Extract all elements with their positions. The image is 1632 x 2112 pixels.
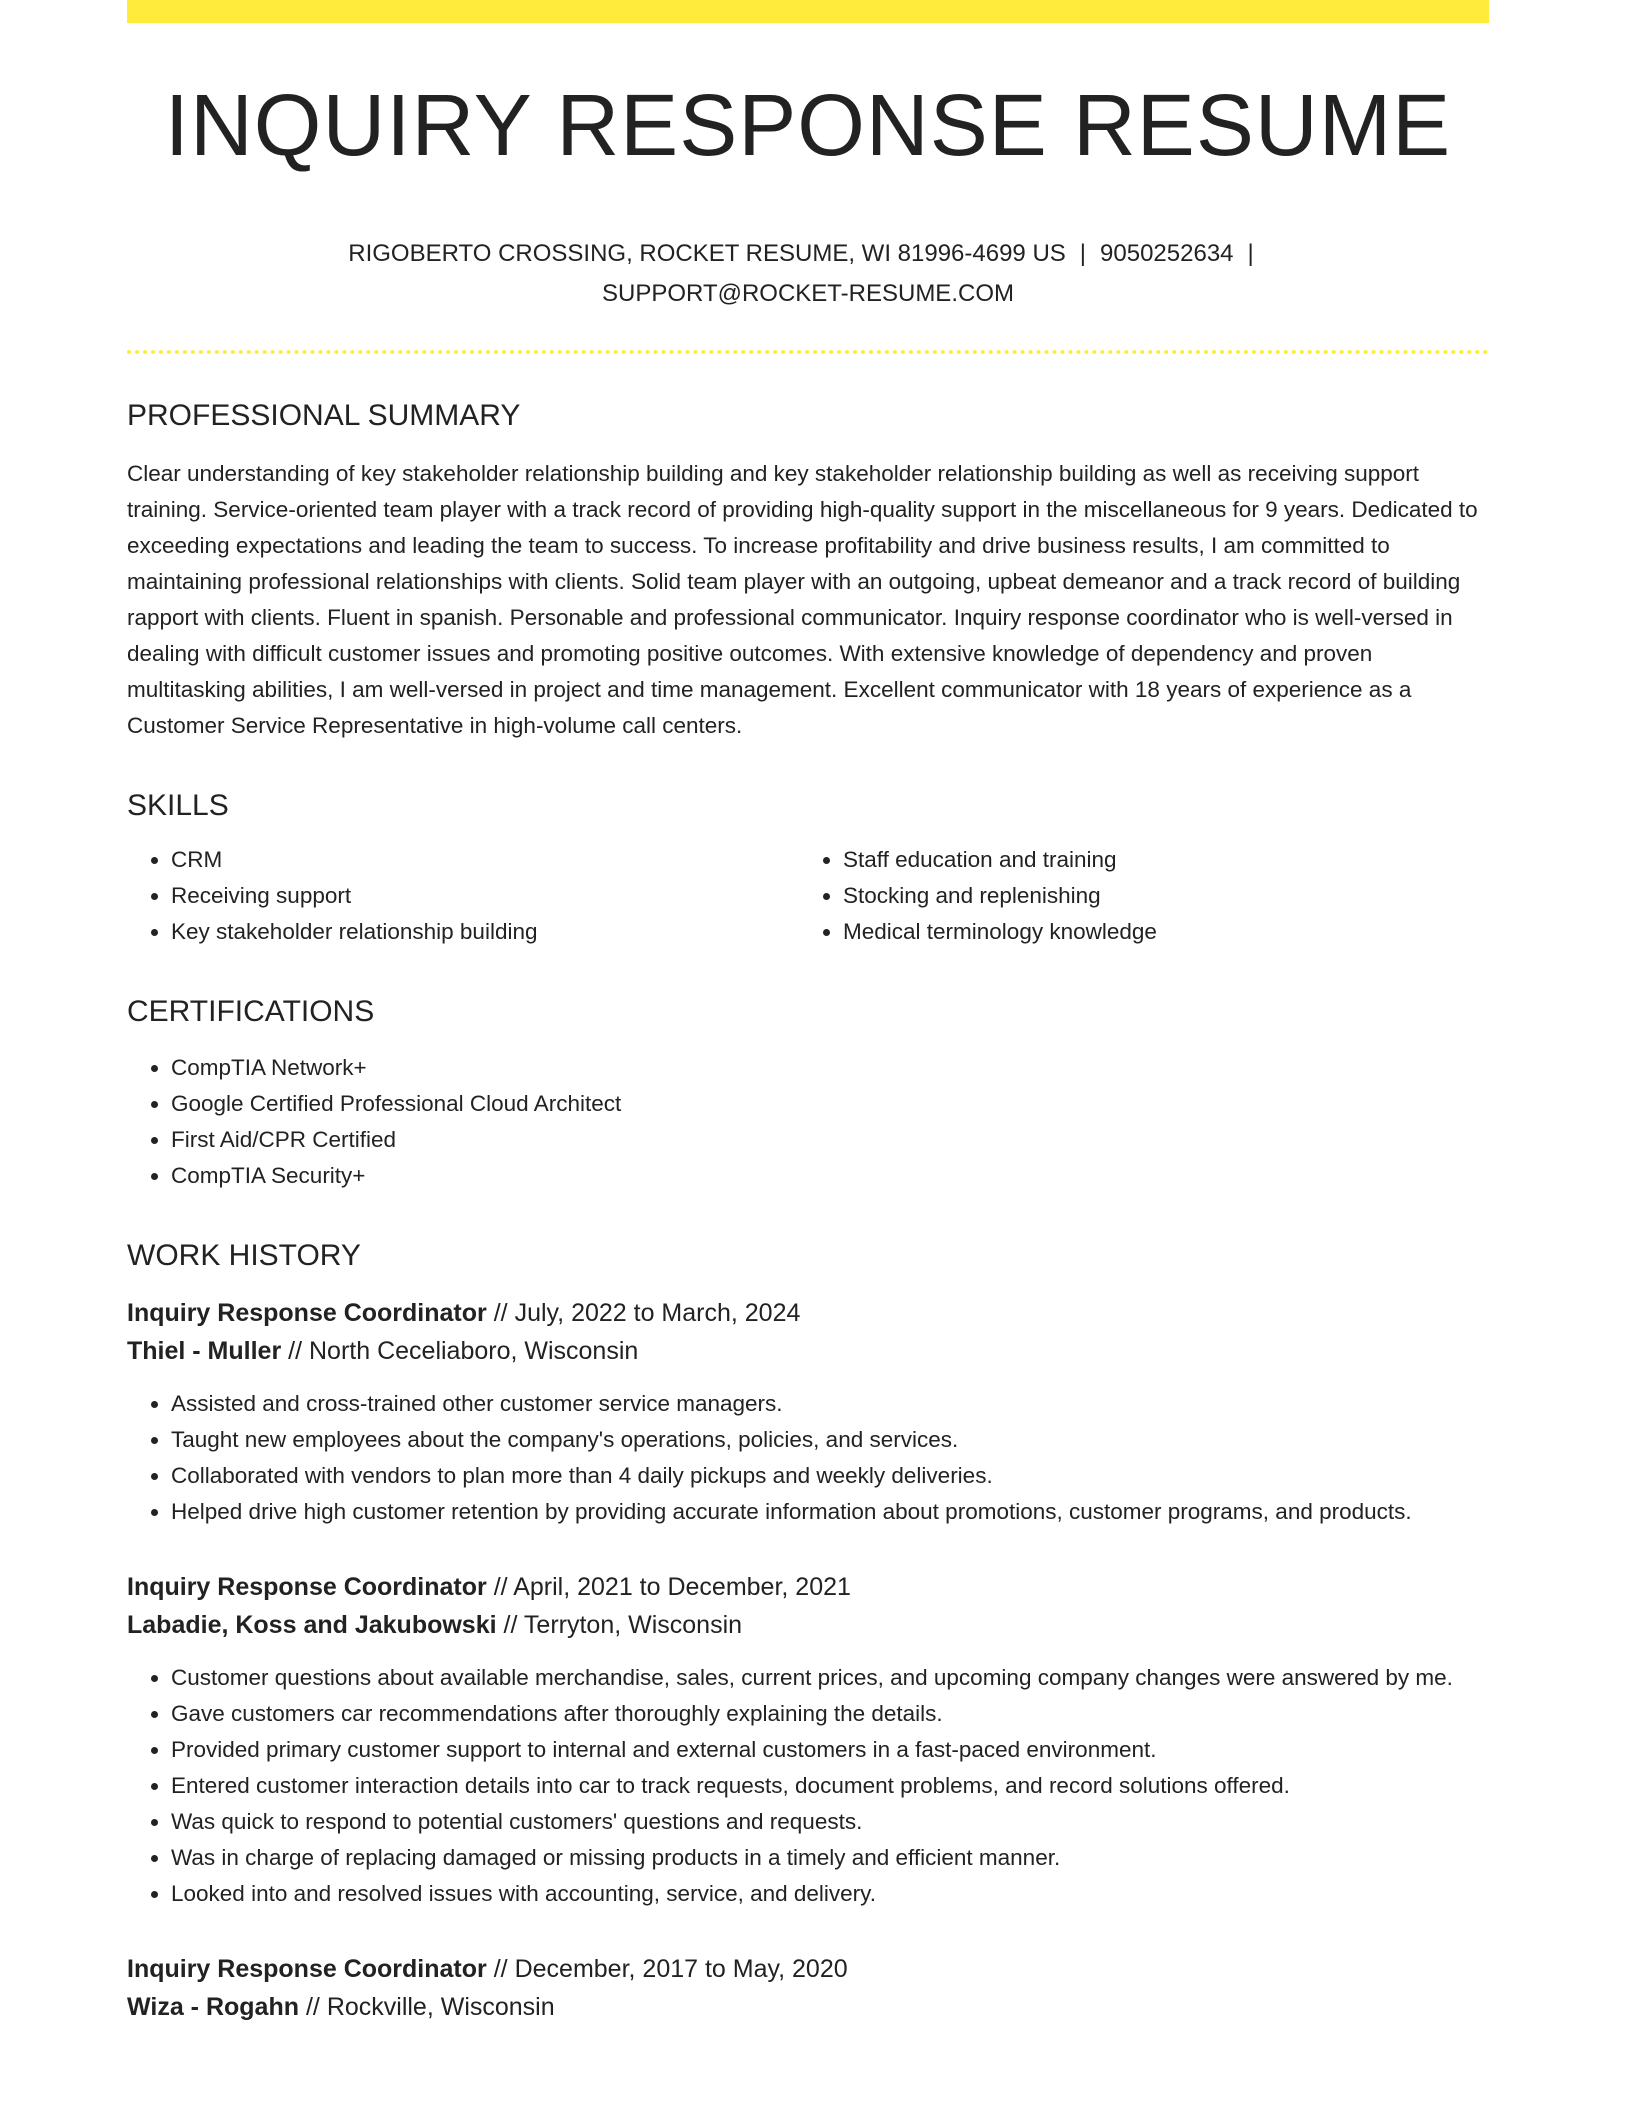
phone: 9050252634	[1100, 239, 1234, 267]
job-entry	[127, 1294, 1489, 1530]
summary-heading: PROFESSIONAL SUMMARY	[127, 398, 521, 432]
job-title-line	[127, 1950, 1489, 1988]
job-company: Labadie, Koss and Jakubowski	[127, 1610, 497, 1639]
job-dates: April, 2021 to December, 2021	[513, 1572, 851, 1601]
skill-item: • Medical terminology knowledge	[843, 914, 1471, 950]
job-duty-item: • Assisted and cross-trained other customer service managers.	[171, 1386, 1489, 1422]
job-duties	[127, 1386, 1489, 1530]
job-duties	[127, 1660, 1489, 1912]
job-duty-item: • Gave customers car recommendations after thoroughly explaining the details.	[171, 1696, 1489, 1732]
job-separator: //	[288, 1336, 303, 1365]
job-location: Rockville, Wisconsin	[326, 1992, 555, 2021]
skill-item: • Staff education and training	[843, 842, 1471, 878]
certification-item: • Google Certified Professional Cloud Architect	[171, 1086, 1489, 1122]
skills-heading: SKILLS	[127, 788, 229, 822]
email[interactable]: SUPPORT@ROCKET-RESUME.COM	[602, 279, 1014, 307]
certification-item: • First Aid/CPR Certified	[171, 1122, 1489, 1158]
certifications-list	[127, 1050, 1489, 1194]
job-company: Thiel - Muller	[127, 1336, 282, 1365]
job-title: Inquiry Response Coordinator	[127, 1954, 487, 1983]
skills-column-left	[127, 842, 799, 950]
job-company-line	[127, 1332, 1489, 1370]
job-duty-item: • Provided primary customer support to internal and external customers in a fast-paced environment.	[171, 1732, 1489, 1768]
job-duty-item: • Collaborated with vendors to plan more than 4 daily pickups and weekly deliveries.	[171, 1458, 1489, 1494]
job-dates: July, 2022 to March, 2024	[514, 1298, 801, 1327]
job-company: Wiza - Rogahn	[127, 1992, 299, 2021]
job-duty-item: • Helped drive high customer retention by providing accurate information about promotions, customer programs, and products.	[171, 1494, 1489, 1530]
resume-page	[127, 0, 1489, 2026]
contact-info	[127, 234, 1489, 314]
certification-item: • CompTIA Network+	[171, 1050, 1489, 1086]
job-title-line	[127, 1568, 1489, 1606]
certifications-heading: CERTIFICATIONS	[127, 994, 375, 1028]
job-title: Inquiry Response Coordinator	[127, 1298, 487, 1327]
job-duty-item: • Entered customer interaction details into car to track requests, document problems, and record solutions offered.	[171, 1768, 1489, 1804]
job-duty-item: • Was in charge of replacing damaged or missing products in a timely and efficient manner.	[171, 1840, 1489, 1876]
header-divider	[127, 350, 1489, 354]
job-separator: //	[493, 1954, 508, 1983]
job-title-line	[127, 1294, 1489, 1332]
contact-line-1	[127, 234, 1489, 274]
address: RIGOBERTO CROSSING, ROCKET RESUME, WI 81996-4699 US	[348, 239, 1066, 267]
job-dates: December, 2017 to May, 2020	[514, 1954, 848, 1983]
contact-separator: |	[1247, 239, 1254, 267]
job-company-line	[127, 1988, 1489, 2026]
job-company-line	[127, 1606, 1489, 1644]
skills-list	[127, 842, 1489, 950]
summary-text: Clear understanding of key stakeholder relationship building and key stakeholder relationship building as well as receiving support training. Service-oriented team player with a track record of providing high-quality support in the miscellaneous for 9 years. Dedicated to exceeding expectations and leading the team to success. To increase profitability and drive business results, I am committed to maintaining professional relationships with clients. Solid team player with an outgoing, upbeat demeanor and a track record of building rapport with clients. Fluent in spanish. Personable and professional communicator. Inquiry response coordinator who is well-versed in dealing with difficult customer issues and promoting positive outcomes. With extensive knowledge of dependency and proven multitasking abilities, I am well-versed in project and time management. Excellent communicator with 18 years of experience as a Customer Service Representative in high-volume call centers.	[127, 460, 1478, 738]
skill-item: • Receiving support	[171, 878, 799, 914]
job-separator: //	[493, 1572, 508, 1601]
job-duty-item: • Customer questions about available merchandise, sales, current prices, and upcoming company changes were answered by me.	[171, 1660, 1489, 1696]
job-entry	[127, 1950, 1489, 2026]
skill-item: • CRM	[171, 842, 799, 878]
skill-item: • Key stakeholder relationship building	[171, 914, 799, 950]
job-separator: //	[305, 1992, 320, 2021]
job-location: North Ceceliaboro, Wisconsin	[309, 1336, 639, 1365]
job-duty-item: • Looked into and resolved issues with accounting, service, and delivery.	[171, 1876, 1489, 1912]
skill-item: • Stocking and replenishing	[843, 878, 1471, 914]
resume-title: INQUIRY RESPONSE RESUME	[164, 77, 1452, 174]
job-title: Inquiry Response Coordinator	[127, 1572, 487, 1601]
contact-separator: |	[1079, 239, 1087, 267]
job-location: Terryton, Wisconsin	[523, 1610, 743, 1639]
job-duty-item: • Was quick to respond to potential customers' questions and requests.	[171, 1804, 1489, 1840]
job-entry	[127, 1568, 1489, 1912]
accent-top-bar	[127, 0, 1489, 23]
certification-item: • CompTIA Security+	[171, 1158, 1489, 1194]
contact-line-2	[127, 274, 1489, 314]
job-separator: //	[493, 1298, 508, 1327]
work-history-heading: WORK HISTORY	[127, 1238, 361, 1272]
job-separator: //	[503, 1610, 518, 1639]
skills-column-right	[799, 842, 1471, 950]
job-duty-item: • Taught new employees about the company's operations, policies, and services.	[171, 1422, 1489, 1458]
